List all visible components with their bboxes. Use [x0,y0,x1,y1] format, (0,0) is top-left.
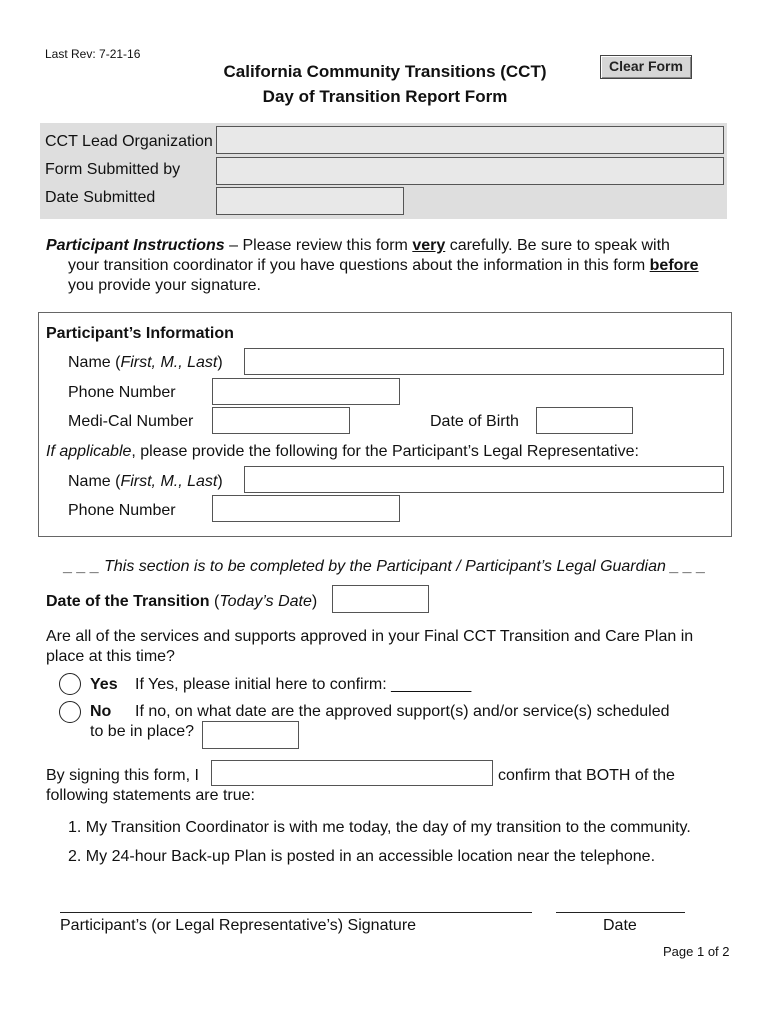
instructions-before: before [649,257,699,274]
signature-date-line[interactable] [556,912,685,913]
form-subtitle: Day of Transition Report Form [262,87,508,106]
participant-info-heading: Participant’s Information [46,325,234,342]
date-submitted-input[interactable] [216,187,404,215]
signature-line[interactable] [60,912,532,913]
signer-name-input[interactable] [211,760,493,786]
services-question: Are all of the services and supports approved in your Final CCT Transition and Care Plan in [46,628,694,645]
no-date-text: If no, on what date are the approved support(s) and/or service(s) scheduled [135,703,670,720]
lead-org-input[interactable] [216,126,724,154]
services-question-line2: place at this time? [46,648,175,665]
signing-statement-line2: following statements are true: [46,787,255,804]
instructions-line3: you provide your signature. [68,277,261,294]
participant-name-input[interactable] [244,348,724,375]
medical-number-input[interactable] [212,407,350,434]
page-number: Page 1 of 2 [663,944,730,959]
revision-date: Last Rev: 7-21-16 [45,47,141,61]
participant-phone-input[interactable] [212,378,400,405]
participant-instructions [46,236,726,296]
rep-name-label: Name (First, M., Last) [68,473,223,490]
transition-date-input[interactable] [332,585,429,613]
date-submitted-label: Date Submitted [45,189,156,206]
lead-org-label: CCT Lead Organization [45,133,213,150]
no-radio[interactable] [59,701,81,723]
instructions-line2: your transition coordinator if you have questions about the information in this form [68,257,650,274]
form-title: California Community Transitions (CCT) [223,62,547,81]
scheduled-date-input[interactable] [202,721,299,749]
signing-statement: By signing this form, I [46,767,199,784]
signature-date-label: Date [603,917,637,934]
yes-label: Yes [90,676,118,693]
yes-radio[interactable] [59,673,81,695]
no-label: No [90,703,112,720]
date-of-birth-input[interactable] [536,407,633,434]
instructions-text-mid: carefully. Be sure to speak with [445,237,670,254]
signing-statement-post: confirm that BOTH of the [498,767,675,784]
statement-2: 2. My 24-hour Back-up Plan is posted in an accessible location near the telephone. [68,848,656,865]
date-of-birth-label: Date of Birth [430,413,519,430]
rep-name-input[interactable] [244,466,724,493]
clear-form-button[interactable]: Clear Form [600,55,692,79]
no-date-text-line2: to be in place? [90,723,195,740]
rep-phone-label: Phone Number [68,502,176,519]
signature-label: Participant’s (or Legal Representative’s) Signature [60,917,417,934]
instructions-lead: Participant Instructions [46,237,225,254]
medical-number-label: Medi-Cal Number [68,413,194,430]
section-divider: _ _ _ This section is to be completed by the Participant / Participant’s Legal Guardian _ _ _ [64,558,706,575]
rep-phone-input[interactable] [212,495,400,522]
participant-phone-label: Phone Number [68,384,176,401]
submitted-by-label: Form Submitted by [45,161,181,178]
participant-name-label: Name (First, M., Last) [68,354,223,371]
instructions-very: very [412,237,446,254]
statement-1: 1. My Transition Coordinator is with me today, the day of my transition to the community. [68,819,691,836]
yes-initial-text: If Yes, please initial here to confirm: _________ [135,676,472,693]
legal-rep-instruction: If applicable, please provide the following for the Participant’s Legal Representative: [46,443,639,460]
instructions-text: – Please review this form [224,237,413,254]
transition-date-label: Date of the Transition (Today’s Date) [46,593,318,610]
submitted-by-input[interactable] [216,157,724,185]
